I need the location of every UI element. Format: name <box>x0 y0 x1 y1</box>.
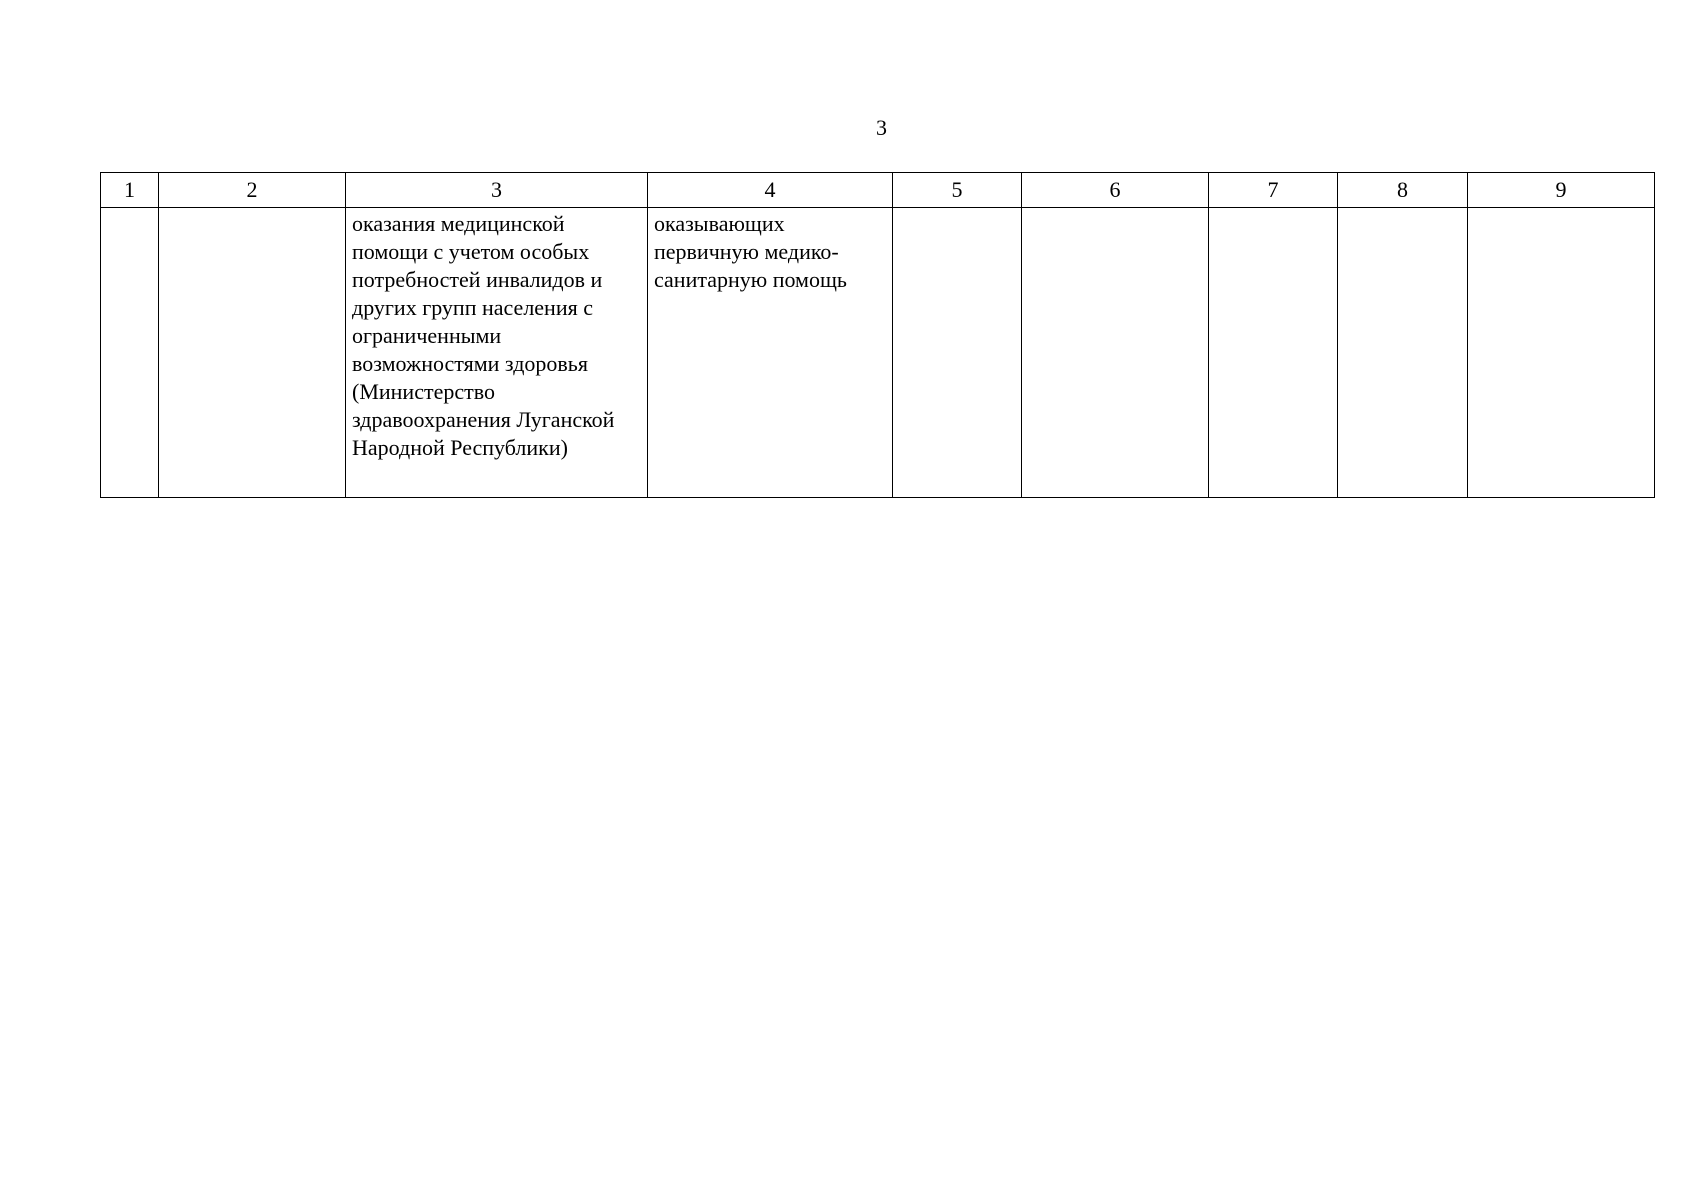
column-header-6: 6 <box>1022 173 1209 208</box>
table-cell-8 <box>1338 208 1468 498</box>
column-header-3: 3 <box>346 173 648 208</box>
table-cell-2 <box>159 208 346 498</box>
table-cell-5 <box>893 208 1022 498</box>
document-table <box>100 172 1655 498</box>
table-cell-6 <box>1022 208 1209 498</box>
table-cell-1 <box>101 208 159 498</box>
indicator-description: оказывающих первичную медико-санитарную помощь <box>654 211 847 292</box>
measure-description: оказания медицинской помощи с учетом особых потребностей инвалидов и других групп населения с ограниченными возможностями здоровья (Министерство здравоохранения Луганской Народной Республики) <box>352 211 615 460</box>
column-header-8: 8 <box>1338 173 1468 208</box>
table-cell-3 <box>346 208 648 498</box>
table-cell-9 <box>1468 208 1655 498</box>
table-row <box>101 208 1655 498</box>
table-header-row <box>101 173 1655 208</box>
column-header-5: 5 <box>893 173 1022 208</box>
table-cell-4 <box>648 208 893 498</box>
column-header-1: 1 <box>101 173 159 208</box>
table-cell-7 <box>1209 208 1338 498</box>
column-header-2: 2 <box>159 173 346 208</box>
column-header-9: 9 <box>1468 173 1655 208</box>
column-header-7: 7 <box>1209 173 1338 208</box>
page-number: 3 <box>876 115 887 140</box>
column-header-4: 4 <box>648 173 893 208</box>
